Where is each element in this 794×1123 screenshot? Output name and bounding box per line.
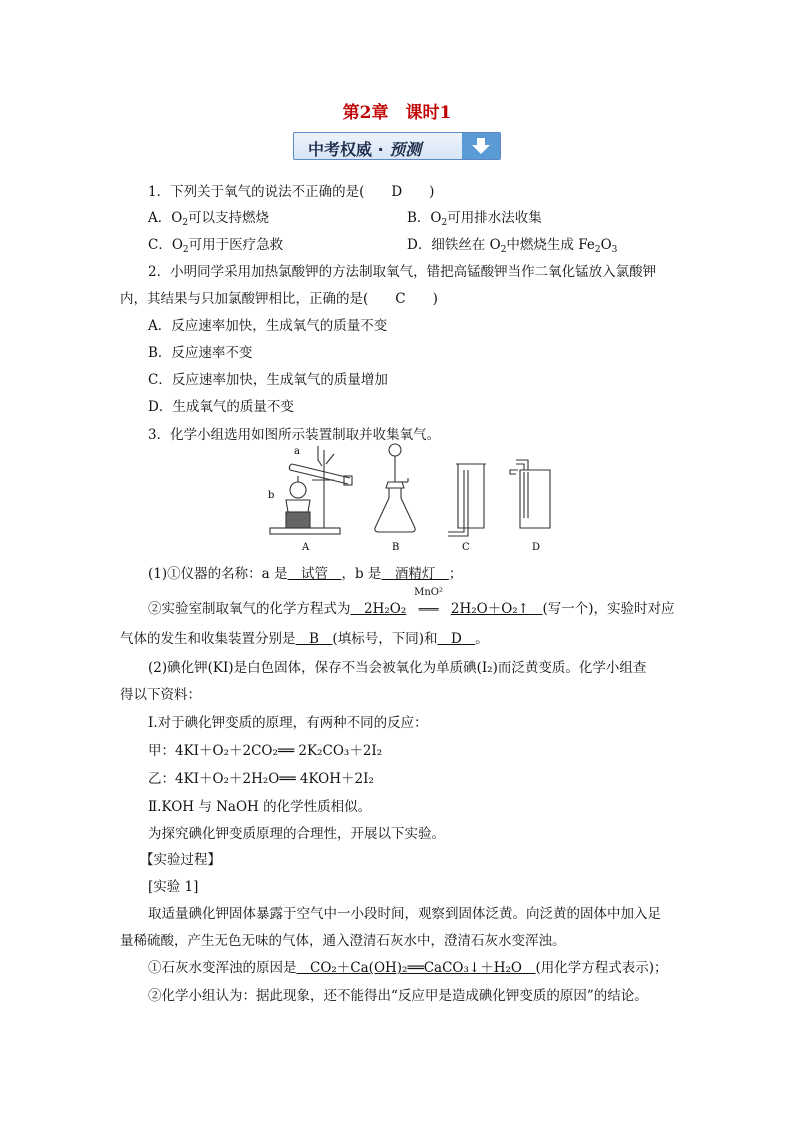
experiment-1-line2: 量稀硫酸，产生无色无味的气体，通入澄清石灰水中，澄清石灰水变浑浊。 [120, 933, 566, 949]
label-B: B [392, 542, 400, 553]
q2-stem-line2: 内，其结果与只加氯酸钾相比，正确的是( C ) [120, 291, 438, 307]
banner-label: 中考权威 · 预测 [308, 140, 422, 159]
q3-part2-line1: (2)碘化钾(KI)是白色固体，保存不当会被氧化为单质碘(I₂)而泛黄变质。化学小组查 [148, 660, 647, 676]
q1-stem: 1．下列关于氧气的说法不正确的是( D ) [148, 184, 435, 200]
label-a: a [294, 446, 300, 457]
apparatus-c [448, 464, 486, 536]
catalyst-label: MnO² [414, 587, 443, 598]
q3-part2-line2: 得以下资料： [120, 687, 201, 703]
section-experiment-process: 【实验过程】 [140, 852, 221, 868]
label-C: C [462, 542, 470, 553]
q2-option-c: C．反应速率加快，生成氧气的质量增加 [148, 372, 388, 388]
arrow-down-icon[interactable] [462, 133, 500, 159]
q3-part1-line1: (1)①仪器的名称：a 是 试管 ，b 是 酒精灯 ； [148, 566, 463, 582]
q1-option-d: D．细铁丝在 $O_2$中燃烧生成 $Fe_2O_3$ [407, 237, 618, 255]
reaction-yi: 乙：4KI＋O₂＋2H₂O══ 4KOH＋2I₂ [148, 771, 374, 787]
experiment-1-q1: ①石灰水变浑浊的原因是 CO₂＋Ca(OH)₂══CaCO₃↓＋H₂O (用化学方程式表示)； [148, 960, 668, 976]
page-title: 第2章 课时1 [342, 103, 452, 123]
q3-info-2: Ⅱ.KOH 与 NaOH 的化学性质相似。 [148, 799, 372, 815]
experiment-1-q2: ②化学小组认为：据此现象，还不能得出“反应甲是造成碘化钾变质的原因”的结论。 [148, 988, 648, 1004]
q2-option-a: A．反应速率加快，生成氧气的质量不变 [148, 318, 388, 334]
q3-part1-line3: 气体的发生和收集装置分别是 B (填标号，下同)和 D 。 [120, 631, 489, 647]
reaction-jia: 甲：4KI＋O₂＋2CO₂══ 2K₂CO₃＋2I₂ [148, 743, 383, 759]
apparatus-b [375, 444, 415, 532]
q3-stem: 3．化学小组选用如图所示装置制取并收集氧气。 [148, 427, 441, 443]
apparatus-a [270, 446, 352, 534]
experiment-1-label: [实验 1] [148, 879, 199, 895]
q1-option-b: B．$O_2$可用排水法收集 [407, 210, 542, 228]
section-banner [293, 132, 501, 160]
label-D: D [532, 542, 541, 553]
q1-option-c: C．$O_2$可用于医疗急救 [148, 237, 284, 255]
label-b: b [268, 490, 275, 501]
apparatus-figure [262, 440, 562, 562]
q1-option-a: A．$O_2$可以支持燃烧 [148, 210, 270, 228]
label-A: A [302, 542, 310, 553]
q2-option-d: D．生成氧气的质量不变 [148, 399, 294, 415]
q2-stem-line1: 2．小明同学采用加热氯酸钾的方法制取氧气，错把高锰酸钾当作二氧化锰放入氯酸钾 [148, 264, 657, 280]
q3-part1-line2: ②实验室制取氧气的化学方程式为 2H₂O₂ MnO² ═══ 2H₂O＋O₂↑ (写一个)，实验时对应 [148, 587, 675, 617]
q3-intro: 为探究碘化钾变质原理的合理性，开展以下实验。 [148, 826, 445, 842]
q2-option-b: B．反应速率不变 [148, 345, 253, 361]
apparatus-d [510, 460, 550, 528]
q3-info-1: Ⅰ.对于碘化钾变质的原理，有两种不同的反应： [148, 715, 428, 731]
experiment-1-line1: 取适量碘化钾固体暴露于空气中一小段时间，观察到固体泛黄。向泛黄的固体中加入足 [148, 906, 661, 922]
